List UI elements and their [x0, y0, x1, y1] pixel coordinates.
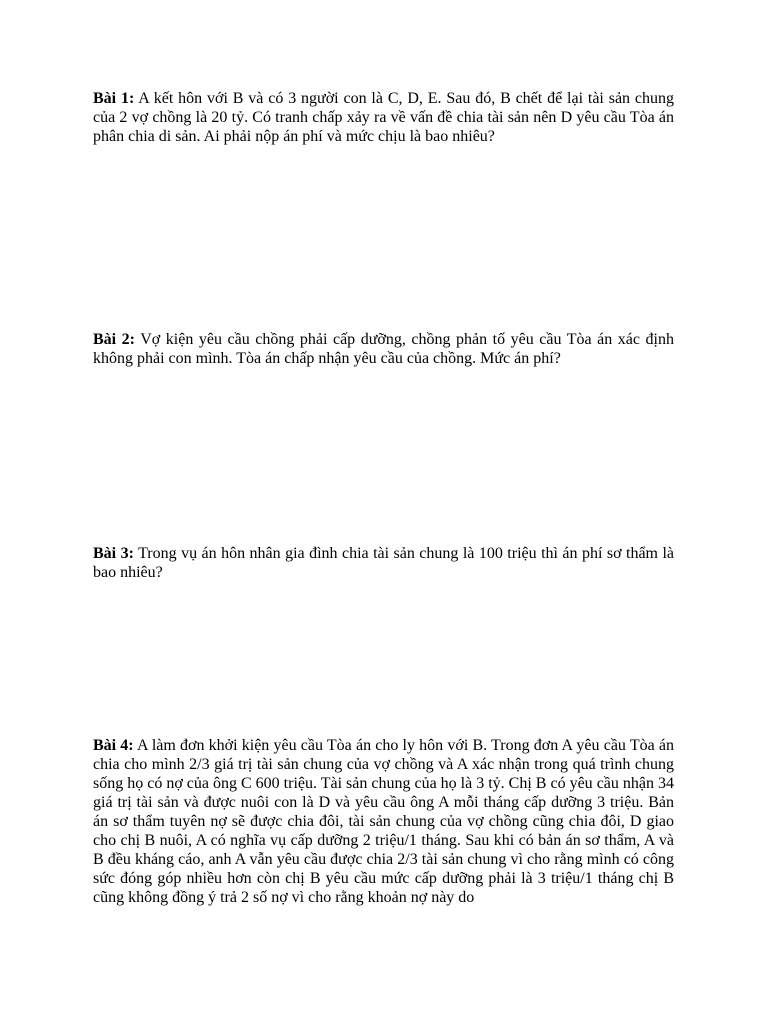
problem-4-label: Bài 4:: [93, 737, 134, 754]
problem-1-text: A kết hôn với B và có 3 người con là C, D, E. Sau đó, B chết để lại tài sản chung của 2 vợ chồng là 20 tỷ. Có tranh chấp xảy ra về vấn đề chia tài sản nên D yêu cầu Tòa án phân chia di sản. Ai phải nộp án phí và mức chịu là bao nhiêu?: [93, 90, 674, 145]
problem-2-text: Vợ kiện yêu cầu chồng phải cấp dưỡng, chồng phản tố yêu cầu Tòa án xác định không phải con mình. Tòa án chấp nhận yêu cầu của chồng. Mức án phí?: [93, 331, 674, 367]
problem-2-label: Bài 2:: [93, 331, 135, 348]
problem-3-text: Trong vụ án hôn nhân gia đình chia tài sản chung là 100 triệu thì án phí sơ thẩm là bao nhiêu?: [93, 545, 674, 581]
problem-1: [93, 89, 674, 146]
problem-4: [93, 736, 674, 907]
problem-4-text: A làm đơn khởi kiện yêu cầu Tòa án cho ly hôn với B. Trong đơn A yêu cầu Tòa án chia cho mình 2/3 giá trị tài sản chung của vợ chồng và A xác nhận trong quá trình chung sống họ có nợ của ông C 600 triệu. Tài sản chung của họ là 3 tỷ. Chị B có yêu cầu nhận 34 giá trị tài sản và được nuôi con là D và yêu cầu ông A mỗi tháng cấp dưỡng 3 triệu. Bản án sơ thẩm tuyên nợ sẽ được chia đôi, tài sản chung của vợ chồng cũng chia đôi, D giao cho chị B nuôi, A có nghĩa vụ cấp dưỡng 2 triệu/1 tháng. Sau khi có bản án sơ thẩm, A và B đều kháng cáo, anh A vẫn yêu cầu được chia 2/3 tài sản chung vì cho rằng mình có công sức đóng góp nhiều hơn còn chị B yêu cầu mức cấp dưỡng phải là 3 triệu/1 tháng chị B cũng không đồng ý trả 2 số nợ vì cho rằng khoản nợ này do: [93, 737, 674, 906]
problem-3-label: Bài 3:: [93, 545, 134, 562]
problem-2: [93, 330, 674, 368]
problem-3: [93, 544, 674, 582]
problem-1-label: Bài 1:: [93, 90, 135, 107]
